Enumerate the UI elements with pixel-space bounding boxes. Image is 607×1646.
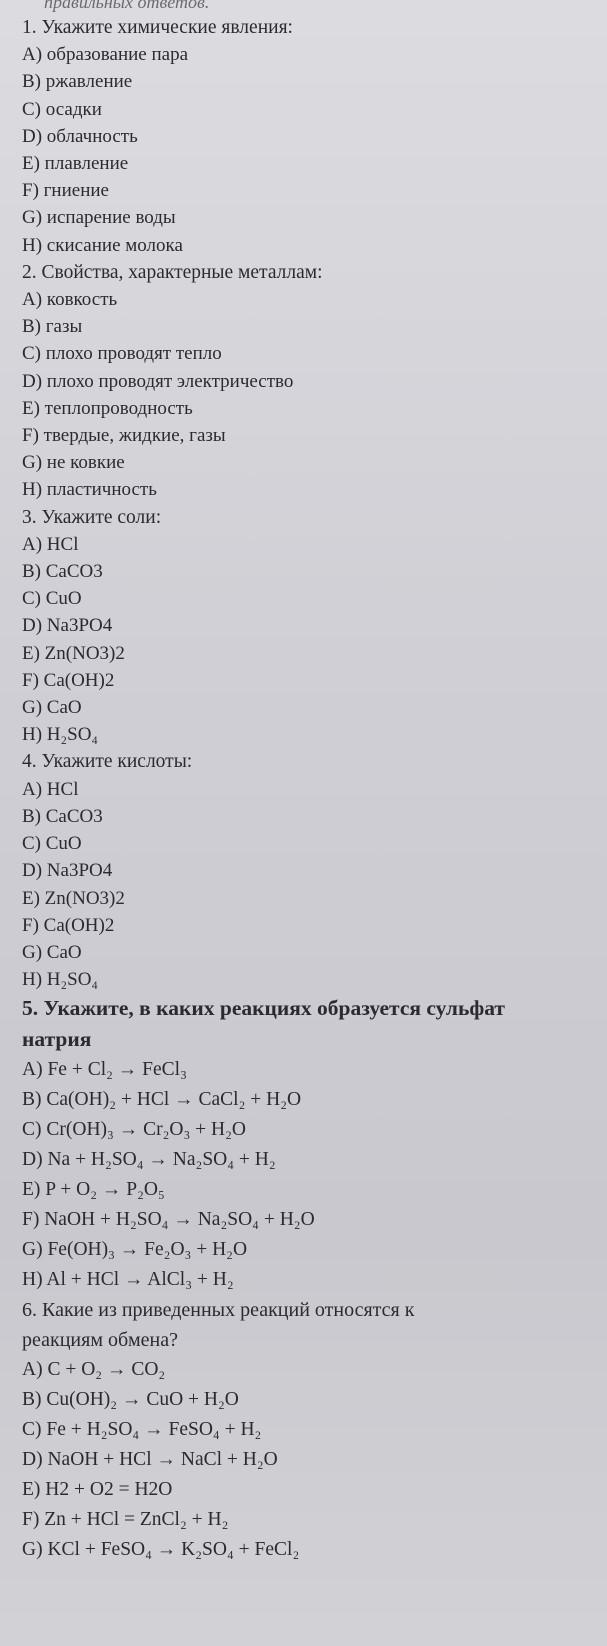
q5-option-f: F) NaOH + H₂SO₄ → Na₂SO₄ + H₂O (22, 1209, 315, 1231)
question-5-title-cont: натрия (22, 1027, 92, 1052)
q2-option-d: D) плохо проводят электричество (22, 370, 294, 392)
question-1-title: 1. Укажите химические явления: (22, 17, 293, 38)
q3-option-a: A) HCl (22, 533, 79, 555)
q4-option-e: E) Zn(NO3)2 (22, 887, 125, 909)
q6-option-a: A) C + O₂ → CO₂ (22, 1359, 166, 1381)
q3-option-c: C) CuO (22, 588, 82, 610)
q1-option-f: F) гниение (22, 180, 109, 202)
question-5-title: 5. Укажите, в каких реакциях образуется сульфат (22, 996, 505, 1021)
q4-option-h: H) H₂SO₄ (22, 969, 99, 991)
q4-option-a: A) HCl (22, 778, 79, 800)
q1-option-g: G) испарение воды (22, 207, 176, 229)
q4-option-g: G) CaO (22, 941, 82, 963)
q6-option-f: F) Zn + HCl = ZnCl₂ + H₂ (22, 1509, 229, 1531)
q3-option-h: H) H₂SO₄ (22, 724, 99, 746)
q1-option-e: E) плавление (22, 153, 129, 175)
q5-option-a: A) Fe + Cl₂ → FeCl₃ (22, 1059, 187, 1081)
q5-option-g: G) Fe(OH)₃ → Fe₂O₃ + H₂O (22, 1239, 248, 1261)
q3-option-d: D) Na3PO4 (22, 615, 113, 637)
q5-option-b: B) Ca(OH)₂ + HCl → CaCl₂ + H₂O (22, 1089, 302, 1111)
q2-option-f: F) твердые, жидкие, газы (22, 425, 226, 447)
question-6-title: 6. Какие из приведенных реакций относятся к (22, 1299, 415, 1322)
question-6-title-cont: реакциям обмена? (22, 1329, 178, 1352)
q4-option-f: F) Ca(OH)2 (22, 914, 115, 936)
q1-option-b: B) ржавление (22, 71, 133, 93)
q5-option-c: C) Cr(OH)₃ → Cr₂O₃ + H₂O (22, 1119, 246, 1141)
q6-option-e: E) H2 + O2 = H2O (22, 1479, 173, 1501)
q6-option-d: D) NaOH + HCl → NaCl + H₂O (22, 1449, 278, 1471)
q1-option-d: D) облачность (22, 125, 138, 147)
q6-option-c: C) Fe + H₂SO₄ → FeSO₄ + H₂ (22, 1419, 262, 1441)
q3-option-g: G) CaO (22, 697, 82, 719)
q1-option-a: A) образование пара (22, 44, 188, 66)
question-list (22, 14, 592, 1565)
q3-option-b: B) CaCO3 (22, 561, 103, 583)
q5-option-e: E) P + O₂ → P₂O₅ (22, 1179, 165, 1201)
q1-option-c: C) осадки (22, 98, 102, 120)
q6-option-b: B) Cu(OH)₂ → CuO + H₂O (22, 1389, 239, 1411)
q3-option-e: E) Zn(NO3)2 (22, 642, 125, 664)
q2-option-c: C) плохо проводят тепло (22, 343, 222, 365)
q2-option-a: A) ковкость (22, 289, 118, 311)
question-3-title: 3. Укажите соли: (22, 506, 162, 528)
q2-option-b: B) газы (22, 316, 83, 338)
q2-option-e: E) теплопроводность (22, 397, 193, 419)
q5-option-d: D) Na + H₂SO₄ → Na₂SO₄ + H₂ (22, 1149, 276, 1171)
q3-option-f: F) Ca(OH)2 (22, 669, 115, 691)
q1-option-h: H) скисание молока (22, 234, 183, 256)
q4-option-c: C) CuO (22, 833, 82, 855)
question-2-title: 2. Свойства, характерные металлам: (22, 261, 323, 283)
q5-option-h: H) Al + HCl → AlCl₃ + H₂ (22, 1269, 234, 1291)
cut-off-header: правильных ответов. (44, 0, 210, 12)
q4-option-b: B) CaCO3 (22, 805, 103, 827)
q2-option-g: G) не ковкие (22, 452, 125, 474)
q6-option-g: G) KCl + FeSO₄ → K₂SO₄ + FeCl₂ (22, 1539, 300, 1561)
q2-option-h: H) пластичность (22, 479, 157, 501)
q4-option-d: D) Na3PO4 (22, 860, 113, 882)
question-4-title: 4. Укажите кислоты: (22, 751, 193, 773)
